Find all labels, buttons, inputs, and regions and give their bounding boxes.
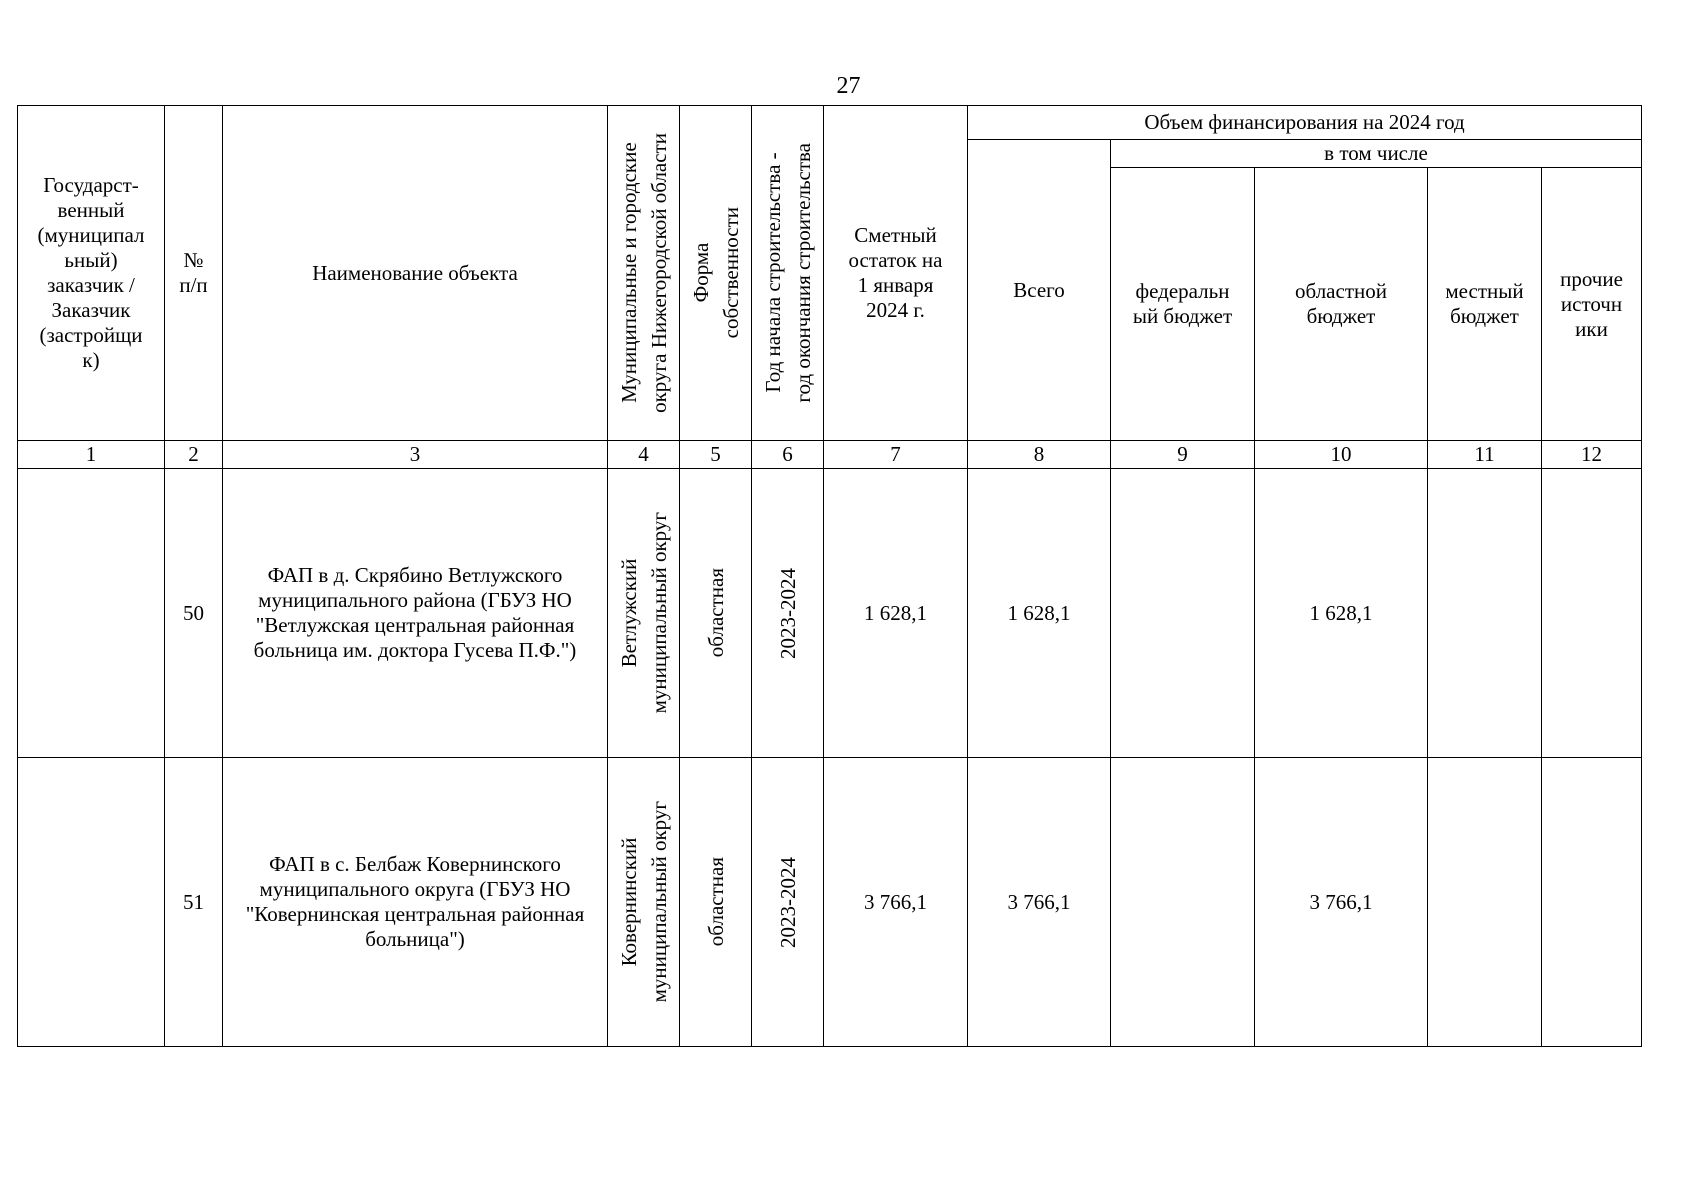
column-number: 8 [968,441,1111,469]
row-other [1542,758,1642,1047]
row-federal [1111,469,1255,758]
header-remainder: Сметный остаток на 1 января 2024 г. [824,106,968,441]
row-local [1428,469,1542,758]
row-number: 51 [165,758,223,1047]
header-customer: Государст- венный (муниципал ьный) заказчик / Заказчик (застройщи к) [18,106,165,441]
row-remainder: 1 628,1 [824,469,968,758]
column-numbers-row [18,441,1642,469]
column-number: 5 [680,441,752,469]
financing-table [17,105,1642,1047]
row-number: 50 [165,469,223,758]
row-remainder: 3 766,1 [824,758,968,1047]
row-regional: 3 766,1 [1255,758,1428,1047]
header-total: Всего [968,140,1111,441]
row-total: 1 628,1 [968,469,1111,758]
row-ownership: областная [680,469,752,758]
column-number: 3 [223,441,608,469]
table-row [18,758,1642,1047]
header-financing: Объем финансирования на 2024 год [968,106,1642,140]
row-local [1428,758,1542,1047]
row-federal [1111,758,1255,1047]
row-years: 2023-2024 [752,758,824,1047]
table-row [18,469,1642,758]
header-municipal: Муниципальные и городские округа Нижегородской области [608,106,680,441]
header-object-name: Наименование объекта [223,106,608,441]
column-number: 12 [1542,441,1642,469]
row-municipal: Ковернинский муниципальный округ [608,758,680,1047]
column-number: 6 [752,441,824,469]
header-number: № п/п [165,106,223,441]
column-number: 1 [18,441,165,469]
row-ownership: областная [680,758,752,1047]
column-number: 9 [1111,441,1255,469]
header-including: в том числе [1111,140,1642,168]
column-number: 2 [165,441,223,469]
header-federal: федеральн ый бюджет [1111,168,1255,441]
column-number: 11 [1428,441,1542,469]
row-other [1542,469,1642,758]
row-object-name: ФАП в д. Скрябино Ветлужского муниципального района (ГБУЗ НО "Ветлужская центральная районная больница им. доктора Гусева П.Ф.") [223,469,608,758]
row-regional: 1 628,1 [1255,469,1428,758]
header-years: Год начала строительства - год окончания строительства [752,106,824,441]
header-other: прочие источн ики [1542,168,1642,441]
row-customer [18,469,165,758]
row-municipal: Ветлужский муниципальный округ [608,469,680,758]
column-number: 10 [1255,441,1428,469]
header-regional: областной бюджет [1255,168,1428,441]
row-years: 2023-2024 [752,469,824,758]
row-total: 3 766,1 [968,758,1111,1047]
header-ownership: Форма собственности [680,106,752,441]
row-customer [18,758,165,1047]
column-number: 7 [824,441,968,469]
page-number: 27 [836,73,861,99]
header-local: местный бюджет [1428,168,1542,441]
row-object-name: ФАП в с. Белбаж Ковернинского муниципального округа (ГБУЗ НО "Ковернинская центральная районная больница") [223,758,608,1047]
column-number: 4 [608,441,680,469]
